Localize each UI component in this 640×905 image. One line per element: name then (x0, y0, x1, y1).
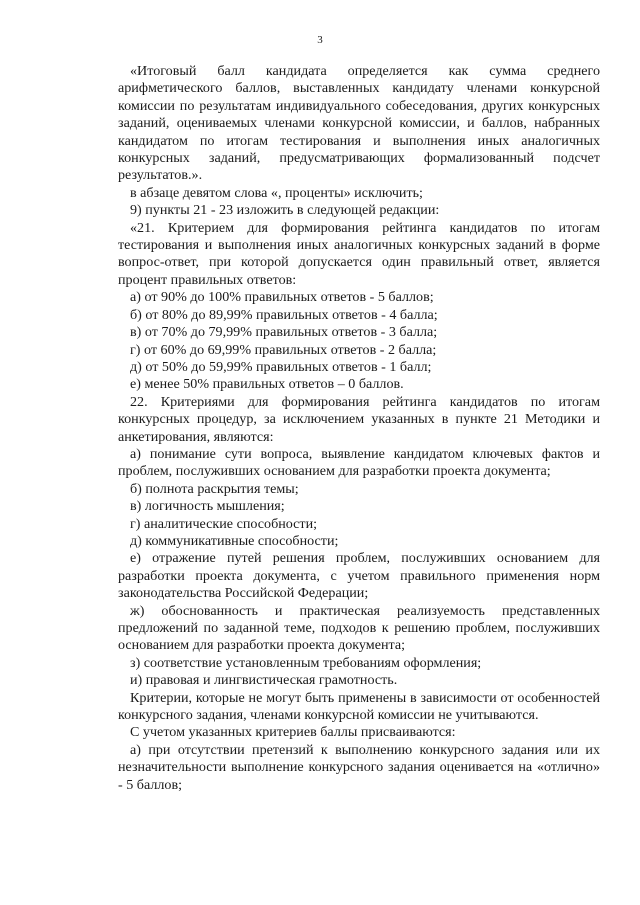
paragraph-criteria-not-applied: Критерии, которые не могут быть применены в зависимости от особенностей конкурсного задания, членами конкурсной комиссии не учитываются. (118, 689, 600, 724)
list-item: г) от 60% до 69,99% правильных ответов - 2 балла; (130, 341, 437, 358)
list-item: з) соответствие установленным требованиям оформления; (130, 654, 482, 671)
list-item: и) правовая и лингвистическая грамотность. (130, 672, 398, 689)
list-item: г) аналитические способности; (130, 515, 318, 532)
document-body (118, 63, 600, 794)
list-item: е) отражение путей решения проблем, послуживших основанием для разработки проекта документа, с учетом правильного применения норм законодательства Российской Федерации; (118, 550, 600, 602)
paragraph-scores-assigned: С учетом указанных критериев баллы присваиваются: (130, 724, 456, 741)
list-item: в) от 70% до 79,99% правильных ответов - 3 балла; (130, 324, 438, 341)
list-item: е) менее 50% правильных ответов – 0 баллов. (130, 376, 404, 393)
list-item: б) от 80% до 89,99% правильных ответов - 4 балла; (130, 306, 438, 323)
paragraph-point-21: «21. Критерием для формирования рейтинга кандидатов по итогам тестирования и выполнения иных аналогичных конкурсных заданий в форме вопрос-ответ, при которой допускается один правильный ответ, является процент правильных ответов: (118, 219, 600, 288)
list-item: а) при отсутствии претензий к выполнению конкурсного задания или их незначительности выполнение конкурсного задания оценивается на «отлично» - 5 баллов; (118, 741, 600, 793)
list-item: б) полнота раскрытия темы; (130, 480, 299, 497)
paragraph-point-22: 22. Критериями для формирования рейтинга кандидатов по итогам конкурсных процедур, за исключением указанных в пункте 21 Методики и анкетирования, являются: (118, 393, 600, 445)
list-item: в) логичность мышления; (130, 498, 285, 515)
paragraph-item-9: 9) пункты 21 - 23 изложить в следующей редакции: (130, 202, 440, 219)
list-item: а) от 90% до 100% правильных ответов - 5 баллов; (130, 289, 434, 306)
list-item: а) понимание сути вопроса, выявление кандидатом ключевых фактов и проблем, послуживших основанием для разработки проекта документа; (118, 445, 600, 480)
list-item: д) коммуникативные способности; (130, 532, 339, 549)
page-number: 3 (317, 34, 323, 46)
paragraph-ninth-abzats: в абзаце девятом слова «, проценты» исключить; (130, 184, 423, 201)
list-item: ж) обоснованность и практическая реализуемость представленных предложений по заданной теме, подходов к решению проблем, послуживших основанием для разработки проекта документа; (118, 602, 600, 654)
paragraph-final-score: «Итоговый балл кандидата определяется как сумма среднего арифметического баллов, выставленных кандидату членами конкурсной комиссии по результатам индивидуального собеседования, других конкурсных заданий, оцениваемых членами конкурсной комиссии, и баллов, набранных кандидатом по итогам тестирования и выполнения иных аналогичных конкурсных заданий, предусматривающих формализованный подсчет результатов.». (118, 63, 600, 184)
list-item: д) от 50% до 59,99% правильных ответов - 1 балл; (130, 358, 432, 375)
